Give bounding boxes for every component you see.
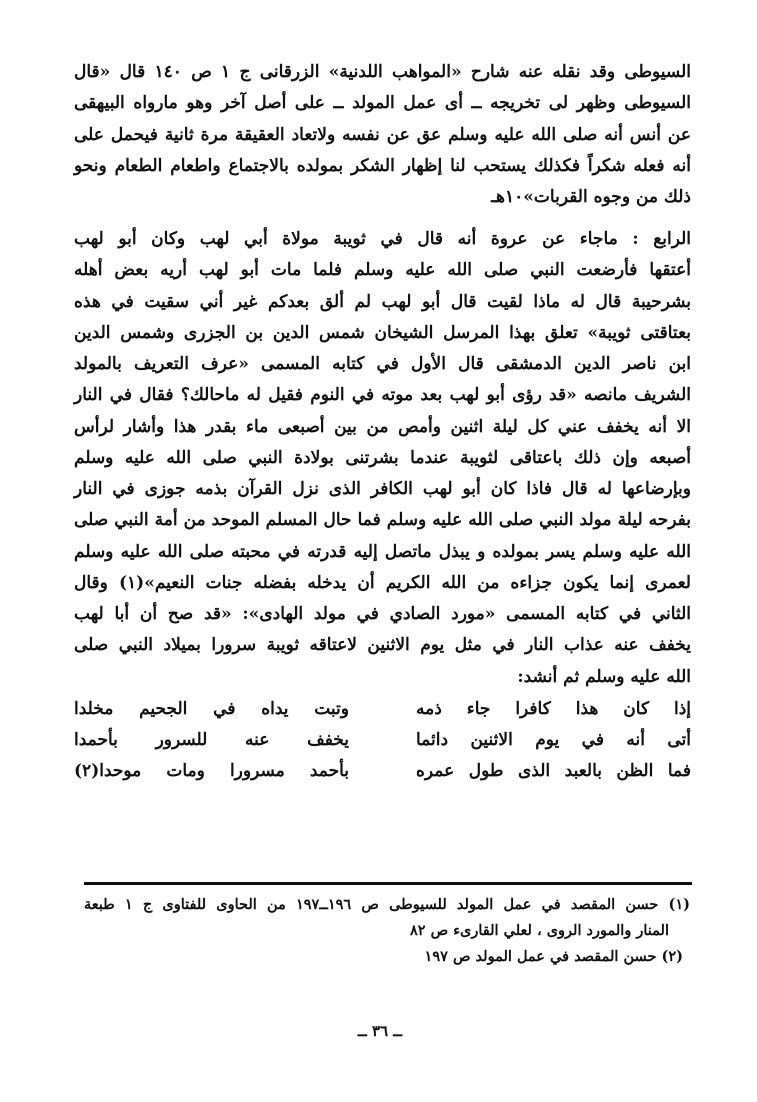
verse-second-hemistich: يخفف عنه للسرور بأحمدا [74,730,349,750]
verse-second-hemistich: بأحمد مسرورا ومات موحدا(٢) [74,761,349,781]
text-line: الله عليه وسلم ثم أنشد: [517,667,691,687]
text-line: بشرحيبة قال له ماذا لقيت قال أبو لهب لم ألق بعدكم غير أني سقيت في هذه [74,292,691,312]
text-line: عن أنس أنه صلى الله عليه وسلم عق عن نفسه ولاتعاد العقيقة مرة ثانية فيحمل على [74,125,691,145]
text-line: أنه فعله شكراً فكذلك يستحب لنا إظهار الشكر بمولده بالاجتماع واطعام الطعام ونحو [74,156,691,176]
text-line: بعتاقتى ثويبة» تعلق بهذا المرسل الشيخان شمس الدين بن الجزرى وشمس الدين [74,323,691,343]
text-line: السيوطى وظهر لى تخريجه ــ أى عمل المولد ــ على أصل آخر وهو مارواه البيهقى [74,93,691,113]
footnote-continuation: المنار والمورد الروى ، لعلي القارىء ص ٨٢ [410,922,669,939]
footnote: (١) حسن المقصد في عمل المولد للسيوطى ص ١٩٦ــ١٩٧ من الحاوى للفتاوى ج ١ طبعة [84,896,690,913]
verse-second-hemistich: وتبت يداه في الجحيم مخلدا [74,699,349,719]
text-line: ابن ناصر الدين الدمشقى قال الأول في كتابه المسمى «عرف التعريف بالمولد [74,354,691,374]
text-line: الثاني في كتابه المسمى «مورد الصادي في مولد الهادى»: «قد صح أن أبا لهب [74,604,691,624]
text-line: بفرحه ليلة مولد النبي صلى الله عليه وسلم فما حال المسلم الموحد من أمة النبي صلى [74,510,691,530]
footnote-divider [84,882,692,885]
footnote: (٢) حسن المقصد في عمل المولد ص ١٩٧ [424,948,683,965]
text-line: ذلك من وجوه القربات»١٠هـ [491,187,691,207]
page-number: ــ ٣٦ ــ [357,1022,403,1040]
text-line: وبإرضاعها له قال فاذا كان أبو لهب الكافر الذى نزل القرآن بذمه جوزى في النار [74,479,691,499]
verse-first-hemistich: فما الظن بالعبد الذى طول عمره [416,761,691,781]
text-line: الا أنه يخفف عني كل ليلة اثنين وأمص من بين أصبعى ماء بقدر هذا وأشار لرأس [74,417,691,437]
text-line: الرابع : ماجاء عن عروة أنه قال في ثويبة مولاة أبي لهب وكان أبو لهب [74,229,691,249]
text-line: أصبعه وإن ذلك باعتاقى لثويبة عندما بشرتنى بولادة النبي صلى الله عليه وسلم [74,448,691,468]
text-line: السيوطى وقد نقله عنه شارح «المواهب اللدنية» الزرقانى ج ١ ص ١٤٠ قال «قال [74,62,691,82]
text-line: الشريف مانصه «قد رؤى أبو لهب بعد موته في النوم فقيل له ماحالك؟ فقال في النار [74,385,691,405]
text-line: لعمرى إنما يكون جزاءه من الله الكريم أن يدخله بفضله جنات النعيم»(١) وقال [74,573,691,593]
verse-first-hemistich: إذا كان هذا كافرا جاء ذمه [416,699,691,719]
text-line: يخفف عنه عذاب النار في مثل يوم الاثنين لاعتاقه ثويبة سرورا بميلاد النبي صلى [74,635,691,655]
verse-first-hemistich: أتى أنه في يوم الاثنين دائما [416,730,691,750]
text-line: أعتقها فأرضعت النبي صلى الله عليه وسلم فلما مات أبو لهب أريه بعض أهله [74,260,691,280]
text-line: الله عليه وسلم يسر بمولده و يبذل ماتصل إليه قدرته في محبته صلى الله عليه وسلم [74,542,691,562]
